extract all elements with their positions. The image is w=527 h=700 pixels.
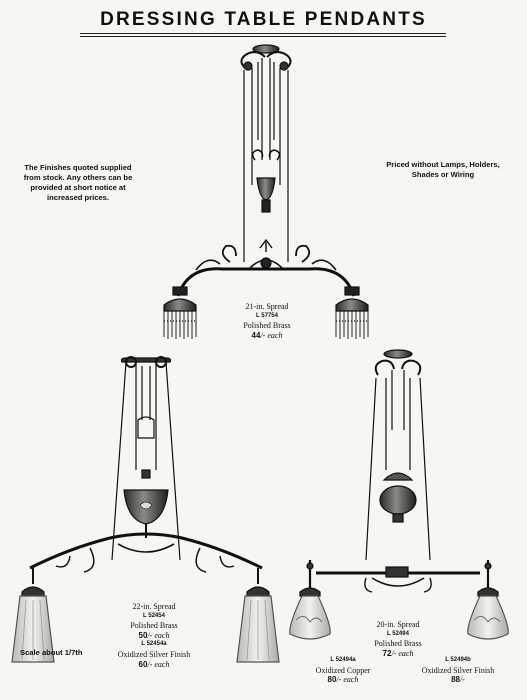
pricing-note: Priced without Lamps, Holders, Shades or Wiring [386,160,500,179]
right-code: L 52494 [387,630,409,637]
right-alt-a-code: L 52494a [330,657,356,663]
left-finish-2: Oxidized Silver Finish [117,649,191,659]
finishes-note: The Finishes quoted supplied from stock. Any others can be provided at short notice at increased prices. [23,163,133,202]
left-finish-1: Polished Brass [130,621,178,631]
right-pendant [290,350,509,639]
right-alt-b-caption [402,656,514,685]
right-finish: Polished Brass [374,639,422,649]
top-pendant [164,45,368,339]
right-alt-b-price: 88/- [451,675,465,685]
right-price: 72/- each [382,648,414,658]
left-code-1: L 52454 [143,612,165,619]
left-price-1: 50/- each [138,630,170,640]
scale-note: Scale about 1/7th [20,648,83,657]
right-alt-a-finish: Oxidized Copper [315,665,371,675]
top-finish: Polished Brass [243,321,291,331]
right-alt-b-code: L 52494b [445,657,471,663]
right-pendant-caption [348,620,448,658]
page-title: DRESSING TABLE PENDANTS [100,9,427,30]
top-price: 44/- each [251,330,283,340]
right-alt-a-caption [300,656,386,685]
top-spread: 21-in. Spread [245,302,289,311]
right-spread: 20-in. Spread [376,620,420,629]
right-alt-b-finish: Oxidized Silver Finish [421,665,495,675]
left-spread: 22-in. Spread [132,602,176,611]
top-code: L 57754 [256,312,278,319]
top-pendant-caption [222,302,312,340]
right-alt-a-price: 80/- each [327,675,359,685]
left-code-2: L 52454a [141,641,167,648]
left-price-2: 60/- each [138,659,170,669]
left-pendant-caption [100,602,208,669]
